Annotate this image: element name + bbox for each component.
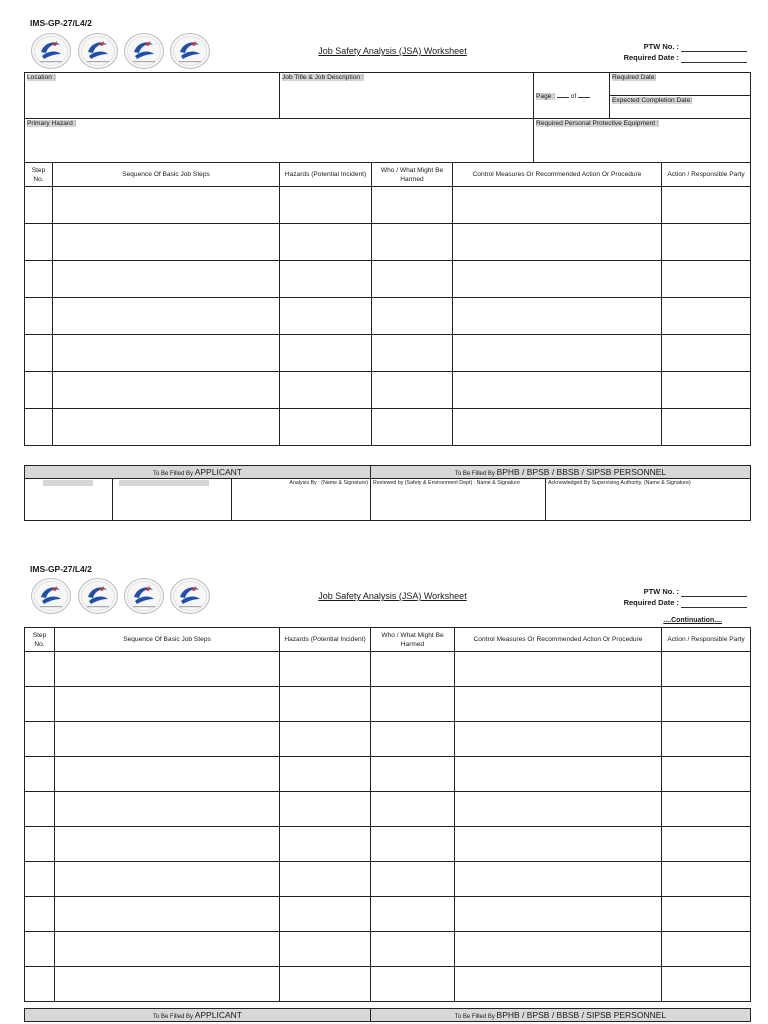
cell-step[interactable]	[25, 187, 53, 224]
col-sequence: Sequence Of Basic Job Steps	[55, 628, 280, 652]
cell-hazards[interactable]	[280, 224, 372, 261]
table-row	[25, 335, 751, 372]
cell-sequence[interactable]	[55, 967, 280, 1002]
job-steps-table	[24, 162, 751, 446]
cell-step[interactable]	[25, 409, 53, 446]
expected-completion-label: Expected Completion Date:	[612, 97, 693, 104]
cell-step[interactable]	[25, 967, 55, 1002]
cell-step[interactable]	[25, 335, 53, 372]
ptw-block	[587, 586, 747, 608]
job-info-table	[24, 72, 751, 163]
cell-sequence[interactable]	[55, 687, 280, 722]
table-header-row	[25, 628, 751, 652]
rows-page-2	[25, 652, 751, 1002]
applicant-label: APPLICANT	[194, 1010, 242, 1020]
ppe-cell[interactable]	[534, 119, 751, 163]
cell-control[interactable]	[453, 298, 662, 335]
cell-step[interactable]	[25, 792, 55, 827]
page-of-label: of	[570, 93, 577, 100]
expected-completion-cell[interactable]	[610, 96, 751, 119]
signoff-table	[24, 1008, 751, 1022]
job-steps-table	[24, 627, 751, 1002]
cell-sequence[interactable]	[55, 792, 280, 827]
cell-step[interactable]	[25, 757, 55, 792]
cell-step[interactable]	[25, 261, 53, 298]
page-number-cell[interactable]	[534, 73, 610, 119]
cell-sequence[interactable]	[53, 187, 280, 224]
cell-step[interactable]	[25, 722, 55, 757]
cell-who[interactable]	[371, 722, 455, 757]
cell-who[interactable]	[372, 261, 453, 298]
cell-hazards[interactable]	[280, 335, 372, 372]
table-row	[25, 652, 751, 687]
cell-action[interactable]	[662, 757, 751, 792]
table-row	[25, 757, 751, 792]
cell-who[interactable]	[371, 652, 455, 687]
cell-hazards[interactable]	[280, 298, 372, 335]
required-date-field-label: Required Date:	[612, 74, 657, 81]
company-logo-icon	[77, 577, 119, 615]
cell-action[interactable]	[662, 897, 751, 932]
ptw-input-line[interactable]	[681, 589, 747, 597]
col-action: Action / Responsible Party	[662, 628, 751, 652]
table-row	[25, 372, 751, 409]
cell-hazards[interactable]	[280, 967, 371, 1002]
job-title-label: Job Title & Job Description :	[282, 74, 364, 81]
acknowledged-by-cell[interactable]	[546, 479, 751, 521]
cell-control[interactable]	[455, 687, 662, 722]
applicant-header	[25, 466, 371, 479]
cell-who[interactable]	[372, 187, 453, 224]
required-date-label: Required Date :	[623, 598, 679, 607]
location-cell[interactable]	[25, 73, 280, 119]
cell-who[interactable]	[371, 932, 455, 967]
cell-hazards[interactable]	[280, 757, 371, 792]
cell-who[interactable]	[371, 967, 455, 1002]
filled-by-prefix: To Be Filled By	[153, 471, 194, 477]
cell-sequence[interactable]	[55, 757, 280, 792]
applicant-header	[25, 1009, 371, 1022]
col-action: Action / Responsible Party	[662, 163, 751, 187]
cell-who[interactable]	[372, 335, 453, 372]
cell-sequence[interactable]	[55, 652, 280, 687]
page-label: Page :	[536, 93, 556, 100]
analysis-by-cell[interactable]	[232, 479, 371, 521]
continuation-suffix: ....	[714, 617, 722, 624]
cell-control[interactable]	[453, 261, 662, 298]
cell-step[interactable]	[25, 652, 55, 687]
cell-hazards[interactable]	[280, 792, 371, 827]
page-title: Job Safety Analysis (JSA) Worksheet	[318, 591, 467, 601]
cell-hazards[interactable]	[280, 932, 371, 967]
cell-step[interactable]	[25, 827, 55, 862]
company-logo-icon	[123, 577, 165, 615]
cell-step[interactable]	[25, 862, 55, 897]
ptw-input-line[interactable]	[681, 44, 747, 52]
cell-control[interactable]	[455, 652, 662, 687]
primary-hazard-label: Primary Hazard :	[27, 120, 77, 127]
col-who: Who / What Might Be Harmed	[371, 628, 455, 652]
company-logo-icon	[169, 577, 211, 615]
continuation-prefix: ....	[663, 617, 672, 624]
cell-control[interactable]	[455, 792, 662, 827]
cell-control[interactable]	[455, 967, 662, 1002]
cell-step[interactable]	[25, 687, 55, 722]
acknowledged-by-label: Acknowledged By Supervising Authority. (Name & Signature)	[548, 480, 691, 486]
filled-by-prefix: To Be Filled By	[454, 1014, 495, 1020]
document-code: IMS-GP-27/L4/2	[30, 564, 92, 574]
cell-sequence[interactable]	[55, 862, 280, 897]
applicant-field-1[interactable]	[25, 479, 113, 521]
cell-sequence[interactable]	[53, 372, 280, 409]
ppe-label: Required Personal Protective Equipment :	[536, 120, 659, 127]
table-header-row	[25, 163, 751, 187]
cell-who[interactable]	[372, 224, 453, 261]
filled-by-prefix: To Be Filled By	[153, 1014, 194, 1020]
table-row	[25, 827, 751, 862]
cell-action[interactable]	[662, 862, 751, 897]
required-date-cell[interactable]	[610, 73, 751, 96]
cell-action[interactable]	[662, 298, 751, 335]
company-logo-icon	[77, 32, 119, 70]
rows-page-1	[25, 187, 751, 446]
col-step: Step No.	[25, 628, 55, 652]
cell-who[interactable]	[371, 827, 455, 862]
cell-step[interactable]	[25, 932, 55, 967]
cell-step[interactable]	[25, 224, 53, 261]
job-title-cell[interactable]	[280, 73, 534, 119]
col-control: Control Measures Or Recommended Action Or Procedure	[455, 628, 662, 652]
cell-who[interactable]	[371, 687, 455, 722]
cell-action[interactable]	[662, 967, 751, 1002]
applicant-field-2[interactable]	[113, 479, 232, 521]
cell-sequence[interactable]	[53, 261, 280, 298]
cell-action[interactable]	[662, 224, 751, 261]
cell-hazards[interactable]	[280, 372, 372, 409]
field-label-bar	[119, 480, 209, 486]
table-row	[25, 687, 751, 722]
signoff-table	[24, 465, 751, 521]
page-current-line[interactable]	[557, 97, 569, 98]
col-sequence: Sequence Of Basic Job Steps	[53, 163, 280, 187]
col-step: Step No.	[25, 163, 53, 187]
personnel-label: BPHB / BPSB / BBSB / SIPSB PERSONNEL	[496, 1010, 667, 1020]
personnel-header	[371, 466, 751, 479]
company-logo-icon	[30, 577, 72, 615]
cell-control[interactable]	[455, 827, 662, 862]
cell-hazards[interactable]	[280, 687, 371, 722]
table-row	[25, 722, 751, 757]
cell-hazards[interactable]	[280, 827, 371, 862]
cell-action[interactable]	[662, 652, 751, 687]
col-control: Control Measures Or Recommended Action Or Procedure	[453, 163, 662, 187]
cell-control[interactable]	[453, 409, 662, 446]
cell-who[interactable]	[371, 862, 455, 897]
table-row	[25, 967, 751, 1002]
cell-hazards[interactable]	[280, 652, 371, 687]
cell-action[interactable]	[662, 409, 751, 446]
cell-action[interactable]	[662, 827, 751, 862]
cell-who[interactable]	[371, 897, 455, 932]
cell-action[interactable]	[662, 261, 751, 298]
col-hazards: Hazards (Potential Incident)	[280, 163, 372, 187]
primary-hazard-cell[interactable]	[25, 119, 534, 163]
personnel-label: BPHB / BPSB / BBSB / SIPSB PERSONNEL	[496, 467, 667, 477]
table-row	[25, 792, 751, 827]
cell-who[interactable]	[372, 298, 453, 335]
col-who: Who / What Might Be Harmed	[372, 163, 453, 187]
cell-control[interactable]	[455, 897, 662, 932]
table-row	[25, 261, 751, 298]
company-logo-icon	[30, 32, 72, 70]
cell-action[interactable]	[662, 687, 751, 722]
cell-action[interactable]	[662, 722, 751, 757]
table-row	[25, 187, 751, 224]
cell-sequence[interactable]	[53, 335, 280, 372]
cell-control[interactable]	[453, 335, 662, 372]
company-logo-icon	[169, 32, 211, 70]
cell-sequence[interactable]	[53, 224, 280, 261]
cell-control[interactable]	[455, 862, 662, 897]
required-date-input-line[interactable]	[681, 55, 747, 63]
cell-step[interactable]	[25, 298, 53, 335]
cell-sequence[interactable]	[55, 827, 280, 862]
cell-action[interactable]	[662, 932, 751, 967]
field-label-bar	[43, 480, 93, 486]
cell-step[interactable]	[25, 372, 53, 409]
logo-group	[30, 32, 212, 70]
cell-action[interactable]	[662, 187, 751, 224]
cell-control[interactable]	[453, 224, 662, 261]
cell-sequence[interactable]	[55, 897, 280, 932]
table-row	[25, 224, 751, 261]
applicant-label: APPLICANT	[194, 467, 242, 477]
required-date-input-line[interactable]	[681, 600, 747, 608]
ptw-block	[587, 41, 747, 63]
cell-control[interactable]	[455, 932, 662, 967]
page-title: Job Safety Analysis (JSA) Worksheet	[318, 46, 467, 56]
ptw-label: PTW No. :	[643, 42, 679, 51]
cell-sequence[interactable]	[55, 932, 280, 967]
cell-who[interactable]	[372, 372, 453, 409]
logo-group	[30, 577, 212, 615]
cell-action[interactable]	[662, 792, 751, 827]
cell-action[interactable]	[662, 335, 751, 372]
cell-hazards[interactable]	[280, 862, 371, 897]
col-hazards: Hazards (Potential Incident)	[280, 628, 371, 652]
cell-hazards[interactable]	[280, 409, 372, 446]
cell-action[interactable]	[662, 372, 751, 409]
cell-who[interactable]	[372, 409, 453, 446]
reviewed-by-label: Reviewed by (Safety & Environment Dept) : Name & Signature	[373, 480, 520, 486]
ptw-label: PTW No. :	[643, 587, 679, 596]
location-label: Location :	[27, 74, 56, 81]
cell-control[interactable]	[453, 187, 662, 224]
cell-hazards[interactable]	[280, 897, 371, 932]
continuation-label	[663, 617, 722, 624]
page-total-line[interactable]	[578, 97, 590, 98]
cell-sequence[interactable]	[55, 722, 280, 757]
table-row	[25, 897, 751, 932]
cell-who[interactable]	[371, 757, 455, 792]
table-row	[25, 409, 751, 446]
document-code: IMS-GP-27/L4/2	[30, 18, 92, 28]
table-row	[25, 298, 751, 335]
filled-by-prefix: To Be Filled By	[454, 471, 495, 477]
cell-sequence[interactable]	[53, 409, 280, 446]
reviewed-by-cell[interactable]	[371, 479, 546, 521]
cell-sequence[interactable]	[53, 298, 280, 335]
cell-hazards[interactable]	[280, 187, 372, 224]
personnel-header	[371, 1009, 751, 1022]
cell-hazards[interactable]	[280, 261, 372, 298]
company-logo-icon	[123, 32, 165, 70]
cell-control[interactable]	[453, 372, 662, 409]
cell-step[interactable]	[25, 897, 55, 932]
continuation-text: Continuation	[671, 617, 715, 624]
cell-control[interactable]	[455, 722, 662, 757]
cell-who[interactable]	[371, 792, 455, 827]
analysis-by-label: Analysis By : (Name & Signature)	[289, 480, 368, 486]
cell-control[interactable]	[455, 757, 662, 792]
required-date-label: Required Date :	[623, 53, 679, 62]
cell-hazards[interactable]	[280, 722, 371, 757]
table-row	[25, 862, 751, 897]
table-row	[25, 932, 751, 967]
